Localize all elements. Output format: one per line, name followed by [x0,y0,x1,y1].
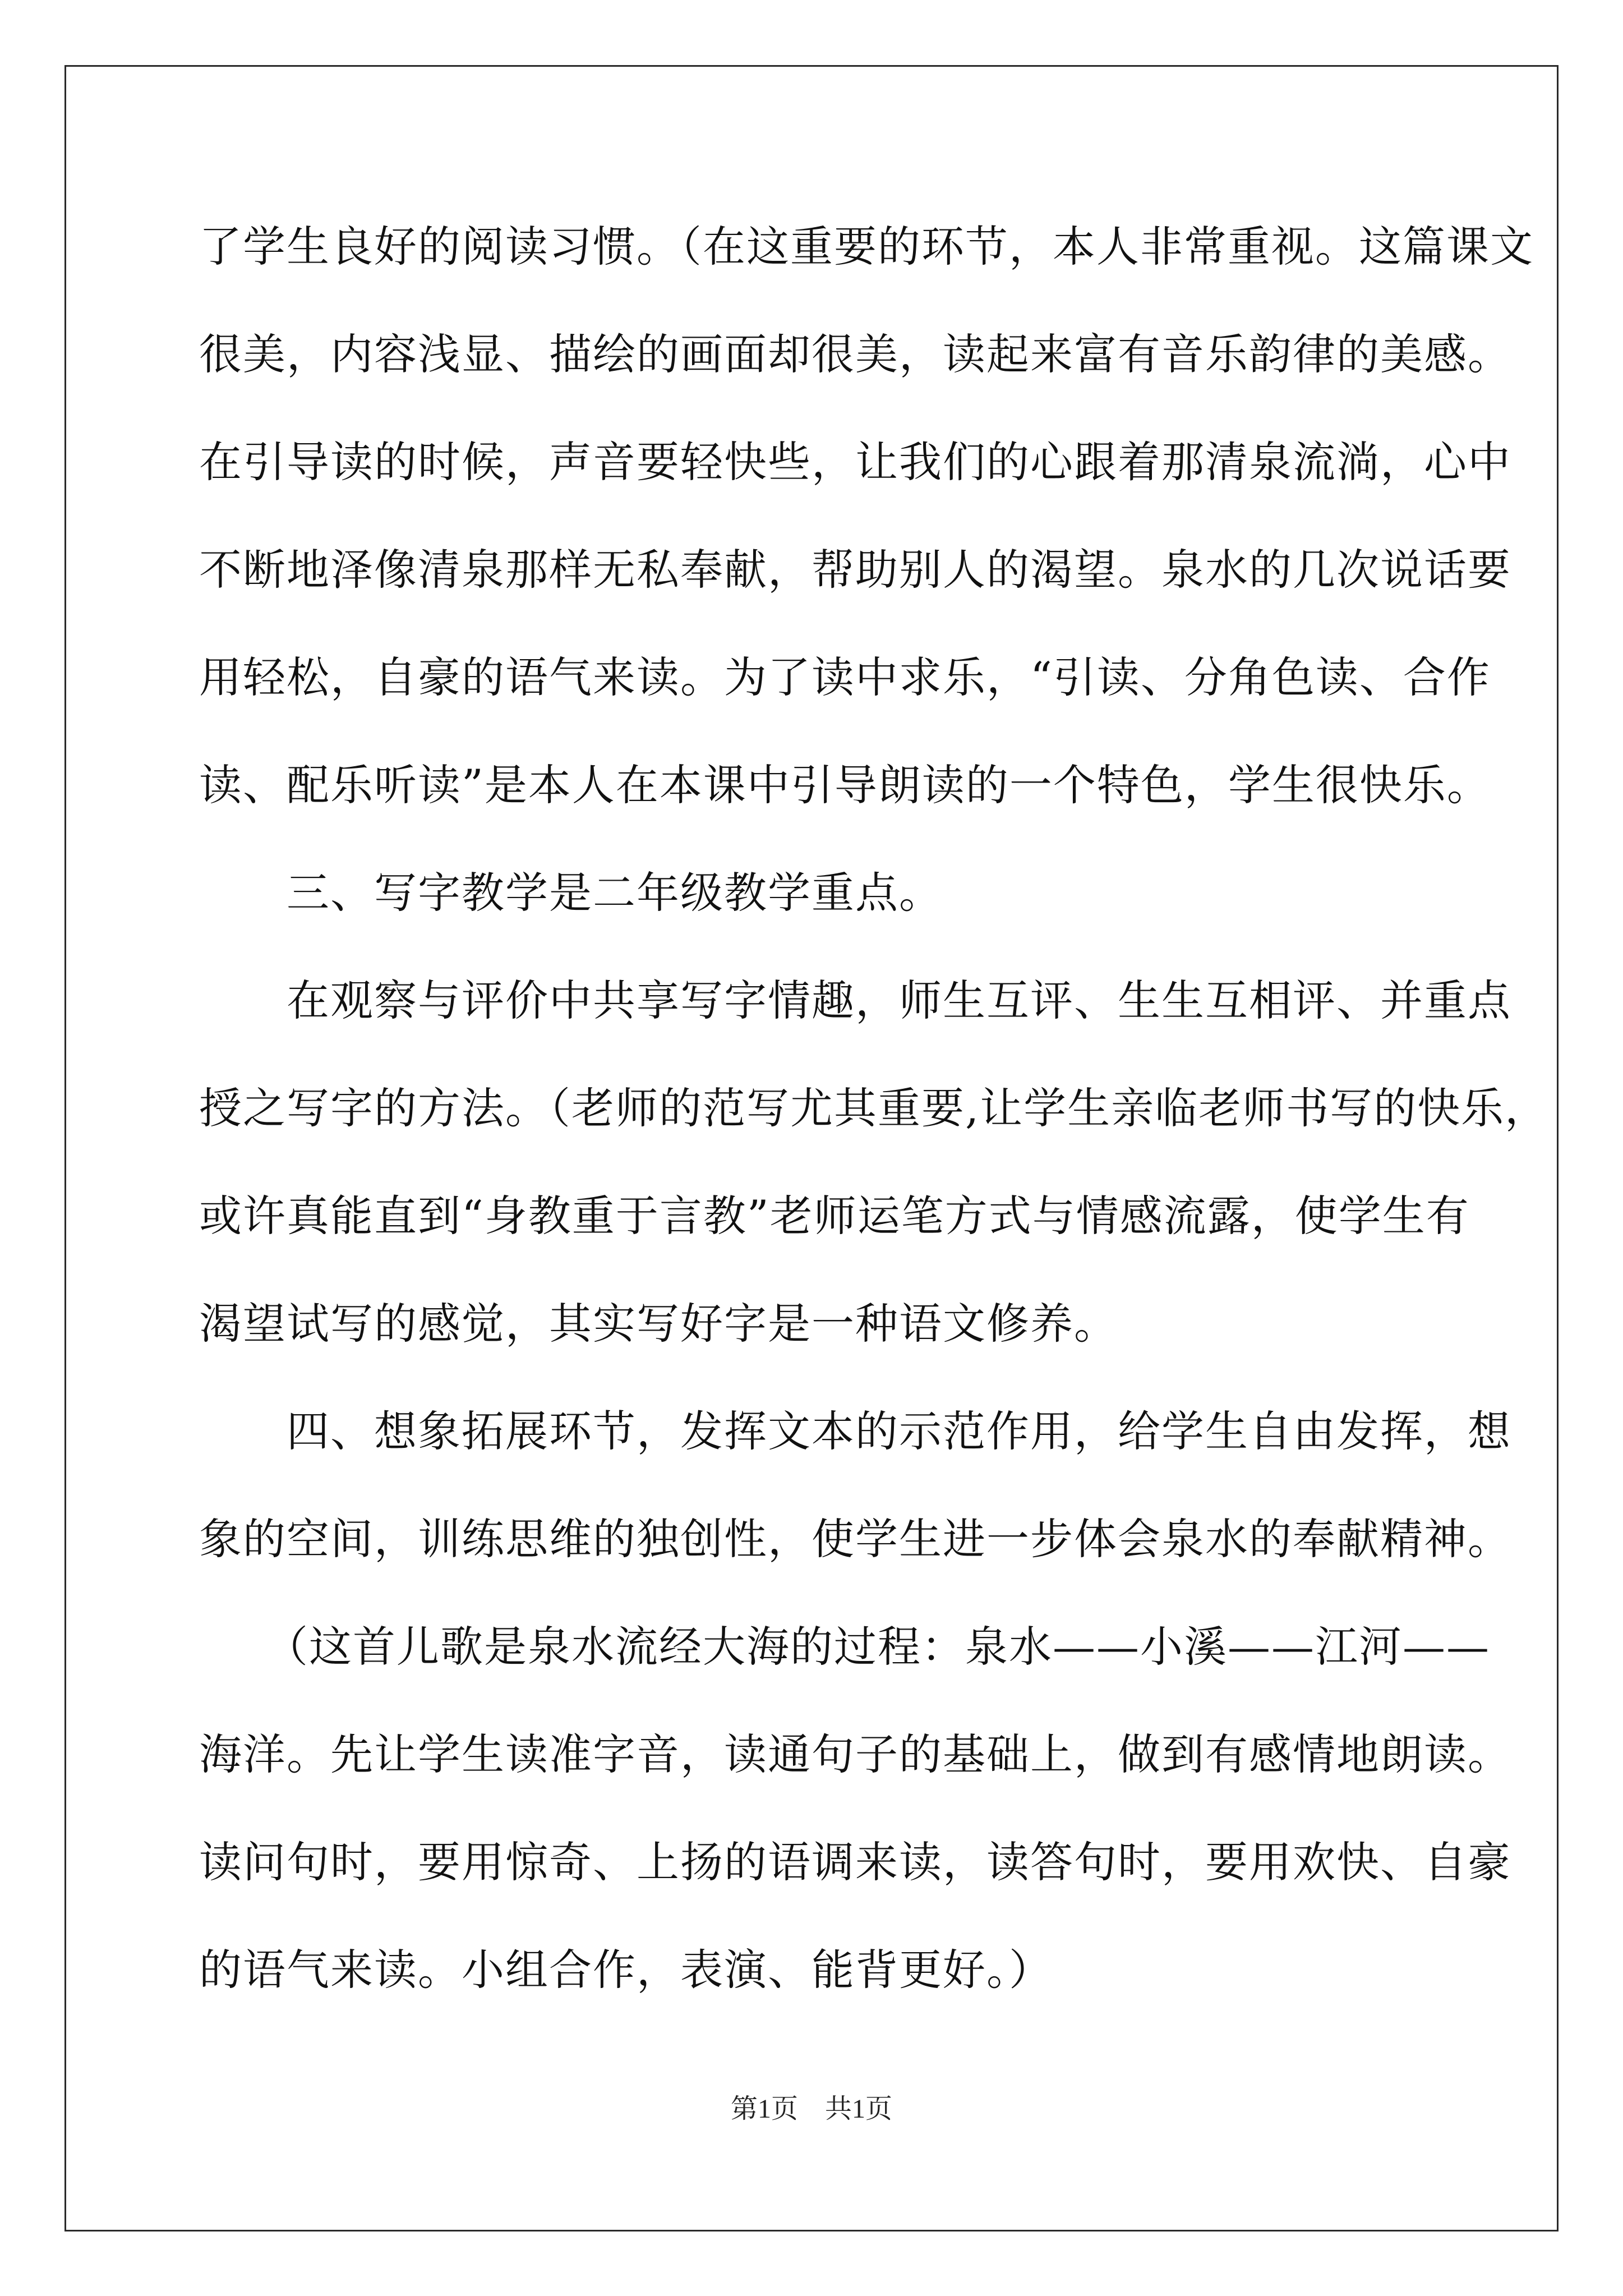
text-line: 不断地泽像清泉那样无私奉献，帮助别人的渴望。泉水的几次说话要 [199,545,1511,595]
text-line: 象的空间，训练思维的独创性，使学生进一步体会泉水的奉献精神。 [199,1514,1511,1564]
text-line: 了学生良好的阅读习惯。（在这重要的环节，本人非常重视。这篇课文 [199,222,1534,272]
text-line: 或许真能直到“身教重于言教”老师运笔方式与情感流露，使学生有 [199,1191,1470,1241]
text-line: 很美，内容浅显、描绘的画面却很美，读起来富有音乐韵律的美感。 [199,329,1511,379]
text-line: 读、配乐听读”是本人在本课中引导朗读的一个特色，学生很快乐。 [199,760,1491,810]
section-heading-line: 三、写字教学是二年级教学重点。 [199,868,943,918]
text-line: （这首儿歌是泉水流经大海的过程：泉水——小溪——江河—— [199,1622,1490,1672]
text-line: 在引导读的时候，声音要轻快些，让我们的心跟着那清泉流淌，心中 [199,437,1511,487]
section-heading-line: 四、想象拓展环节，发挥文本的示范作用，给学生自由发挥，想 [199,1406,1511,1456]
text-line: 读问句时，要用惊奇、上扬的语调来读，读答句时，要用欢快、自豪 [199,1837,1511,1887]
text-line: 渴望试写的感觉，其实写好字是一种语文修养。 [199,1299,1118,1349]
text-line: 海洋。先让学生读准字音，读通句子的基础上，做到有感情地朗读。 [199,1729,1511,1779]
text-line: 用轻松，自豪的语气来读。为了读中求乐，“引读、分角色读、合作 [199,652,1491,702]
text-line: 在观察与评价中共享写字情趣，师生互评、生生互相评、并重点 [199,976,1511,1025]
text-line: 授之写字的方法。（老师的范写尤其重要,让学生亲临老师书写的快乐， [199,1083,1549,1133]
page-number-footer: 第1页 共1页 [730,2094,892,2124]
text-line: 的语气来读。小组合作，表演、能背更好。） [199,1945,1053,1995]
page-frame [64,65,1559,2231]
